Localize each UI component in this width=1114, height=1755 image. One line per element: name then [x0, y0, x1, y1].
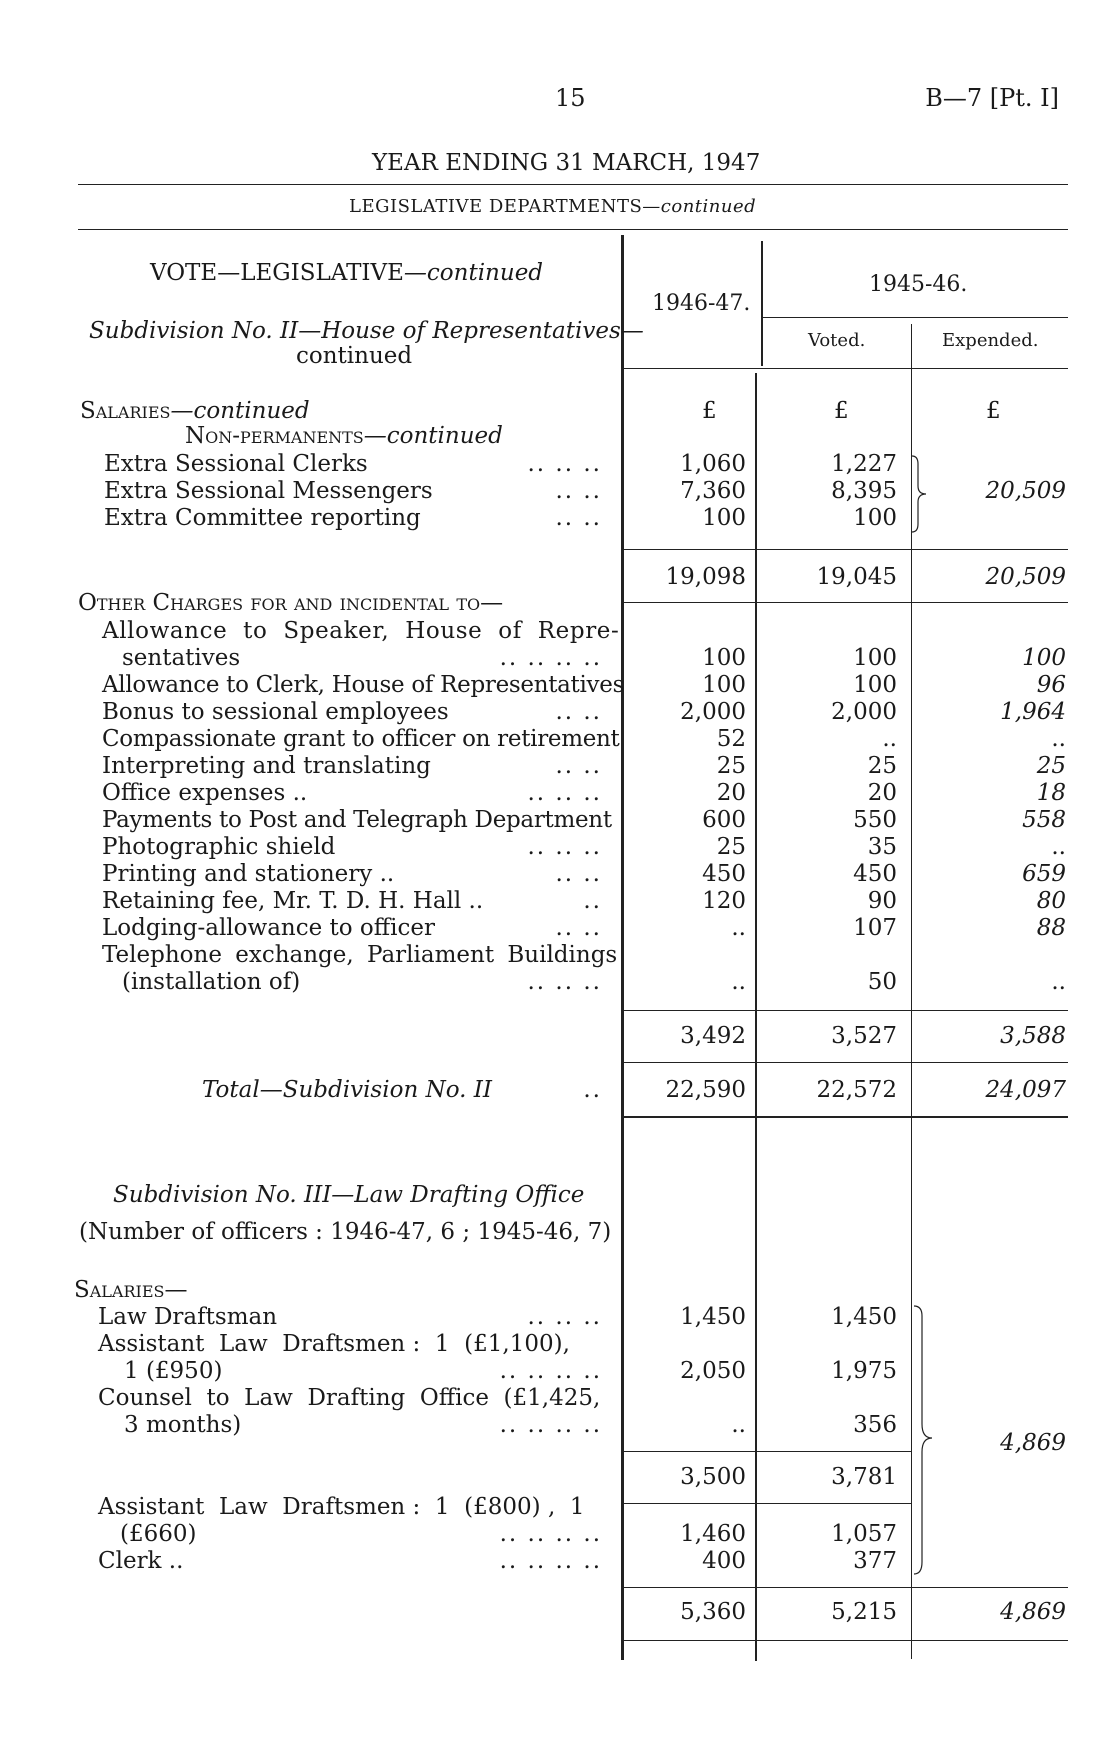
subtotal-d-rule — [622, 1587, 1068, 1588]
total-voted: 22,572 — [816, 1077, 897, 1103]
column-rule-2 — [761, 241, 763, 366]
column-header-voted: Voted. — [808, 330, 866, 351]
column-rule-1 — [621, 235, 624, 1660]
value-voted: 100 — [853, 672, 897, 698]
brace-c — [912, 1302, 944, 1578]
value-1946: 52 — [716, 726, 746, 752]
subtotal-c-1946: 3,500 — [680, 1464, 746, 1490]
value-expended: 88 — [1036, 915, 1066, 941]
value-1946: 1,450 — [680, 1304, 746, 1330]
subtotal-d-voted: 5,215 — [831, 1599, 897, 1625]
section-subtitle — [349, 196, 756, 217]
other-charges-heading: Other Charges for and incidental to— — [78, 590, 504, 616]
row-label: Counsel to Law Drafting Office (£1,425, — [98, 1385, 601, 1411]
row-label: Retaining fee, Mr. T. D. H. Hall .. — [102, 888, 484, 914]
vote-heading-cont: —continued — [403, 260, 544, 286]
value-1946: 450 — [702, 861, 746, 887]
row-label-cont: (£660) — [120, 1521, 197, 1547]
header-bottom-rule — [622, 368, 1068, 369]
row-label: Photographic shield — [102, 834, 336, 860]
leader-dots: .. .. .. .. — [499, 1521, 602, 1547]
value-voted: 8,395 — [831, 478, 897, 504]
value-1946: .. — [731, 1412, 746, 1438]
row-label: Allowance to Clerk, House of Representatives — [102, 672, 625, 698]
subtotal-d-expended: 4,869 — [1000, 1599, 1066, 1625]
value-voted: 356 — [853, 1412, 897, 1438]
leader-dots: .. .. .. — [527, 834, 602, 860]
subtotal-c-rule — [622, 1451, 912, 1452]
leader-dots: .. .. .. .. — [499, 645, 602, 671]
subtotal-b-expended: 3,588 — [1000, 1023, 1066, 1049]
value-expended: 100 — [1022, 645, 1066, 671]
value-1946: 100 — [702, 505, 746, 531]
column-header-1946: 1946-47. — [652, 291, 751, 316]
page-title: YEAR ENDING 31 MARCH, 1947 — [372, 150, 761, 176]
row-label: Compassionate grant to officer on retirement — [102, 726, 620, 752]
row-label: Interpreting and translating — [102, 753, 431, 779]
value-expended: 25 — [1036, 753, 1066, 779]
row-label: Assistant Law Draftsmen : 1 (£800) , 1 — [98, 1494, 585, 1520]
salaries-heading-main: Salaries — [80, 398, 171, 424]
value-1946: 120 — [702, 888, 746, 914]
value-1946: 2,050 — [680, 1358, 746, 1384]
total-1946: 22,590 — [665, 1077, 746, 1103]
column-header-1945: 1945-46. — [869, 272, 968, 297]
title-rule — [78, 184, 1068, 185]
subtotal-c-voted: 3,781 — [831, 1464, 897, 1490]
row-label: Telephone exchange, Parliament Buildings — [102, 942, 618, 968]
leader-dots: .. — [583, 888, 602, 914]
value-1946: 25 — [716, 753, 746, 779]
subtotal-d-bottom-rule — [622, 1640, 1068, 1641]
value-voted: 1,450 — [831, 1304, 897, 1330]
column-header-expended: Expended. — [942, 330, 1039, 351]
value-1946: 2,000 — [680, 699, 746, 725]
value-expended: 659 — [1022, 861, 1066, 887]
leader-dots: .. .. .. .. — [499, 1412, 602, 1438]
brace-a — [910, 452, 940, 536]
leader-dots: .. .. — [555, 505, 602, 531]
page-reference: B—7 [Pt. I] — [925, 84, 1059, 112]
subtotal-a-rule — [622, 549, 1068, 550]
subtotal-a-expended: 20,509 — [985, 564, 1066, 590]
non-permanents-heading — [185, 423, 503, 449]
subtotal-c-bottom-rule — [622, 1503, 912, 1504]
value-1946: 20 — [716, 780, 746, 806]
leader-dots: .. .. .. — [527, 969, 602, 995]
row-label: Payments to Post and Telegraph Department — [102, 807, 612, 833]
value-voted: 25 — [867, 753, 897, 779]
value-voted: 107 — [853, 915, 897, 941]
value-1946: .. — [731, 915, 746, 941]
value-expended: 80 — [1036, 888, 1066, 914]
value-expended: .. — [1051, 969, 1066, 995]
row-label: Assistant Law Draftsmen : 1 (£1,100), — [98, 1331, 570, 1357]
subdivision-2-heading: Subdivision No. II—House of Representatives— — [89, 318, 644, 344]
row-label: Law Draftsman — [98, 1304, 278, 1330]
row-label: Bonus to sessional employees — [102, 699, 449, 725]
column-rule-2b — [755, 373, 757, 1661]
value-voted: 100 — [853, 645, 897, 671]
non-permanents-cont: —continued — [363, 423, 503, 449]
subtotal-a-bottom-rule — [622, 602, 1068, 603]
value-1946: 1,060 — [680, 451, 746, 477]
row-label: Lodging-allowance to officer — [102, 915, 435, 941]
row-label: Extra Committee reporting — [104, 505, 421, 531]
subtitle-cont: —continued — [642, 196, 757, 217]
value-voted: 1,227 — [831, 451, 897, 477]
row-label: Printing and stationery .. — [102, 861, 395, 887]
value-expended: .. — [1051, 726, 1066, 752]
page-number: 15 — [555, 84, 586, 112]
vote-heading — [150, 260, 543, 286]
value-1946: 7,360 — [680, 478, 746, 504]
leader-dots: .. .. — [555, 478, 602, 504]
value-voted: 1,975 — [831, 1358, 897, 1384]
leader-dots: .. .. .. .. — [499, 1358, 602, 1384]
subtitle-main: LEGISLATIVE DEPARTMENTS — [349, 196, 643, 217]
bracket-a-expended: 20,509 — [985, 478, 1066, 504]
value-1946: 100 — [702, 672, 746, 698]
subtotal-b-rule — [622, 1010, 1068, 1011]
leader-dots: .. .. — [555, 915, 602, 941]
leader-dots: .. .. — [555, 699, 602, 725]
total-subdivision-2-label: Total—Subdivision No. II — [202, 1077, 492, 1103]
value-voted: 100 — [853, 505, 897, 531]
value-voted: 1,057 — [831, 1521, 897, 1547]
row-label-cont: sentatives — [122, 645, 241, 671]
value-expended: 558 — [1022, 807, 1066, 833]
total-expended: 24,097 — [985, 1077, 1066, 1103]
value-voted: 2,000 — [831, 699, 897, 725]
currency-voted: £ — [834, 398, 849, 424]
row-label: Extra Sessional Messengers — [104, 478, 433, 504]
value-voted: .. — [882, 726, 897, 752]
currency-1946: £ — [702, 398, 717, 424]
value-voted: 450 — [853, 861, 897, 887]
subdivision-2-heading-cont: continued — [296, 343, 413, 369]
row-label: Clerk .. — [98, 1548, 184, 1574]
value-expended: 1,964 — [1000, 699, 1066, 725]
subtotal-a-1946: 19,098 — [665, 564, 746, 590]
leader-dots: .. .. .. .. — [499, 1548, 602, 1574]
row-label-cont: 3 months) — [124, 1412, 242, 1438]
salaries-heading — [80, 398, 310, 424]
value-expended: 18 — [1036, 780, 1066, 806]
salaries-3-heading: Salaries— — [74, 1277, 188, 1303]
value-voted: 35 — [867, 834, 897, 860]
row-label-cont: (installation of) — [122, 969, 301, 995]
subtitle-rule — [78, 229, 1068, 230]
subtotal-b-bottom-rule — [622, 1062, 1068, 1063]
value-voted: 377 — [853, 1548, 897, 1574]
leader-dots: .. .. .. — [527, 780, 602, 806]
value-1946: .. — [731, 969, 746, 995]
value-1946: 100 — [702, 645, 746, 671]
row-label: Allowance to Speaker, House of Repre- — [102, 618, 620, 644]
leader-dots: .. .. — [555, 753, 602, 779]
subtotal-a-voted: 19,045 — [816, 564, 897, 590]
leader-dots: .. .. .. — [527, 451, 602, 477]
subtotal-b-1946: 3,492 — [680, 1023, 746, 1049]
value-voted: 90 — [867, 888, 897, 914]
leader-dots: .. .. — [555, 861, 602, 887]
subdivision-3-officers: (Number of officers : 1946-47, 6 ; 1945-46, 7) — [79, 1219, 612, 1245]
value-1946: 1,460 — [680, 1521, 746, 1547]
row-label: Extra Sessional Clerks — [104, 451, 368, 477]
subtotal-b-voted: 3,527 — [831, 1023, 897, 1049]
total-rule — [622, 1116, 1068, 1118]
subdivision-3-heading: Subdivision No. III—Law Drafting Office — [113, 1182, 585, 1208]
currency-expended: £ — [986, 398, 1001, 424]
value-1946: 400 — [702, 1548, 746, 1574]
value-expended: 96 — [1036, 672, 1066, 698]
total-dots: .. — [583, 1077, 602, 1103]
bracket-c-expended: 4,869 — [1000, 1430, 1066, 1456]
row-label: Office expenses .. — [102, 780, 308, 806]
salaries-heading-cont: —continued — [170, 398, 310, 424]
vote-heading-main: VOTE—LEGISLATIVE — [150, 260, 404, 286]
column-header-rule — [762, 317, 1068, 318]
non-permanents-main: Non-permanents — [185, 423, 364, 449]
value-1946: 25 — [716, 834, 746, 860]
subtotal-d-1946: 5,360 — [680, 1599, 746, 1625]
leader-dots: .. .. .. — [527, 1304, 602, 1330]
row-label-cont: 1 (£950) — [124, 1358, 223, 1384]
value-1946: 600 — [702, 807, 746, 833]
value-voted: 20 — [867, 780, 897, 806]
value-voted: 550 — [853, 807, 897, 833]
value-expended: .. — [1051, 834, 1066, 860]
value-voted: 50 — [867, 969, 897, 995]
